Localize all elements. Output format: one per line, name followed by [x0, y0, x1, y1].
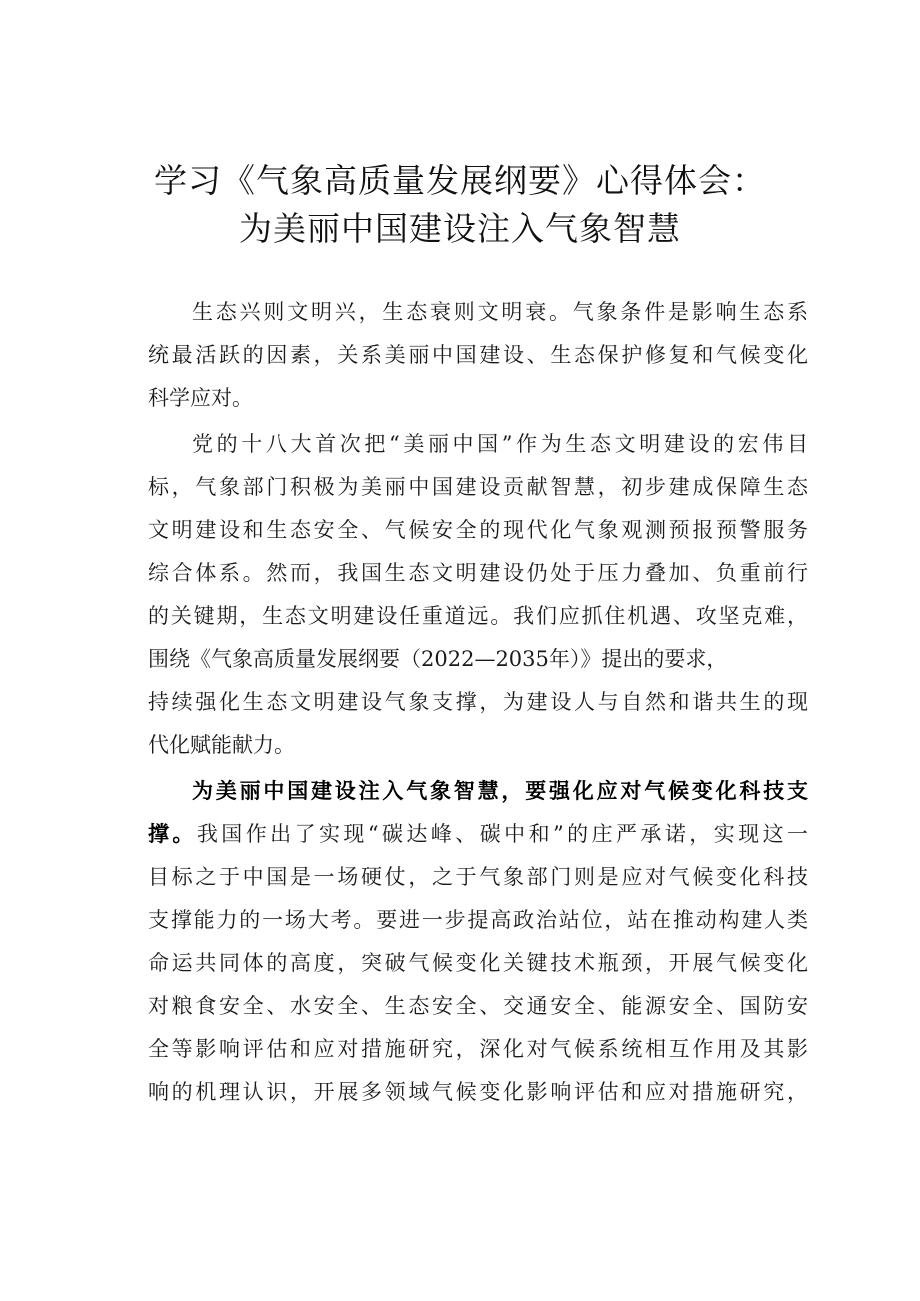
paragraph-3-line-3: 目标之于中国是一场硬仗，之于气象部门则是应对气候变化科技: [148, 865, 808, 889]
paragraph-2-line-1: 党的十八大首次把“美丽中国”作为生态文明建设的宏伟目: [192, 432, 808, 456]
document-title-line-2: 为美丽中国建设注入气象智慧: [239, 209, 681, 248]
paragraph-3-line-5: 命运共同体的高度，突破气候变化关键技术瓶颈，开展气候变化: [148, 951, 808, 975]
paragraph-2-line-6: 围绕《气象高质量发展纲要（2022—2035年）》提出的要求，: [148, 647, 728, 671]
paragraph-1-line-3: 科学应对。: [148, 386, 253, 410]
paragraph-1-line-1: 生态兴则文明兴，生态衰则文明衰。气象条件是影响生态系: [192, 300, 808, 324]
paragraph-2-line-3: 文明建设和生态安全、气候安全的现代化气象观测预报预警服务: [148, 518, 808, 542]
paragraph-3-line-4: 支撑能力的一场大考。要进一步提高政治站位，站在推动构建人类: [148, 908, 808, 932]
paragraph-3-line-6: 对粮食安全、水安全、生态安全、交通安全、能源安全、国防安: [148, 994, 808, 1018]
paragraph-3-bold-line-1: 为美丽中国建设注入气象智慧，要强化应对气候变化科技支: [192, 778, 808, 803]
document-title-line-1: 学习《气象高质量发展纲要》心得体会：: [154, 161, 766, 200]
paragraph-2-line-8: 代化赋能献力。: [148, 733, 295, 757]
paragraph-2-line-7: 持续强化生态文明建设气象支撑，为建设人与自然和谐共生的现: [148, 690, 808, 714]
paragraph-3-line-2: [148, 818, 808, 848]
paragraph-3-line-2-text: 我国作出了实现“碳达峰、碳中和”的庄严承诺，实现这一: [196, 822, 808, 846]
paragraph-3-bold-ending: 撑。: [148, 821, 197, 846]
paragraph-1-line-2: 统最活跃的因素，关系美丽中国建设、生态保护修复和气候变化: [148, 343, 808, 367]
paragraph-2-line-5: 的关键期，生态文明建设任重道远。我们应抓住机遇、攻坚克难，: [148, 604, 808, 628]
paragraph-3-line-7: 全等影响评估和应对措施研究，深化对气候系统相互作用及其影: [148, 1037, 808, 1061]
paragraph-2-line-2: 标，气象部门积极为美丽中国建设贡献智慧，初步建成保障生态: [148, 475, 808, 499]
paragraph-3-line-8: 响的机理认识，开展多领域气候变化影响评估和应对措施研究，: [148, 1080, 808, 1104]
paragraph-2-line-4: 综合体系。然而，我国生态文明建设仍处于压力叠加、负重前行: [148, 561, 808, 585]
